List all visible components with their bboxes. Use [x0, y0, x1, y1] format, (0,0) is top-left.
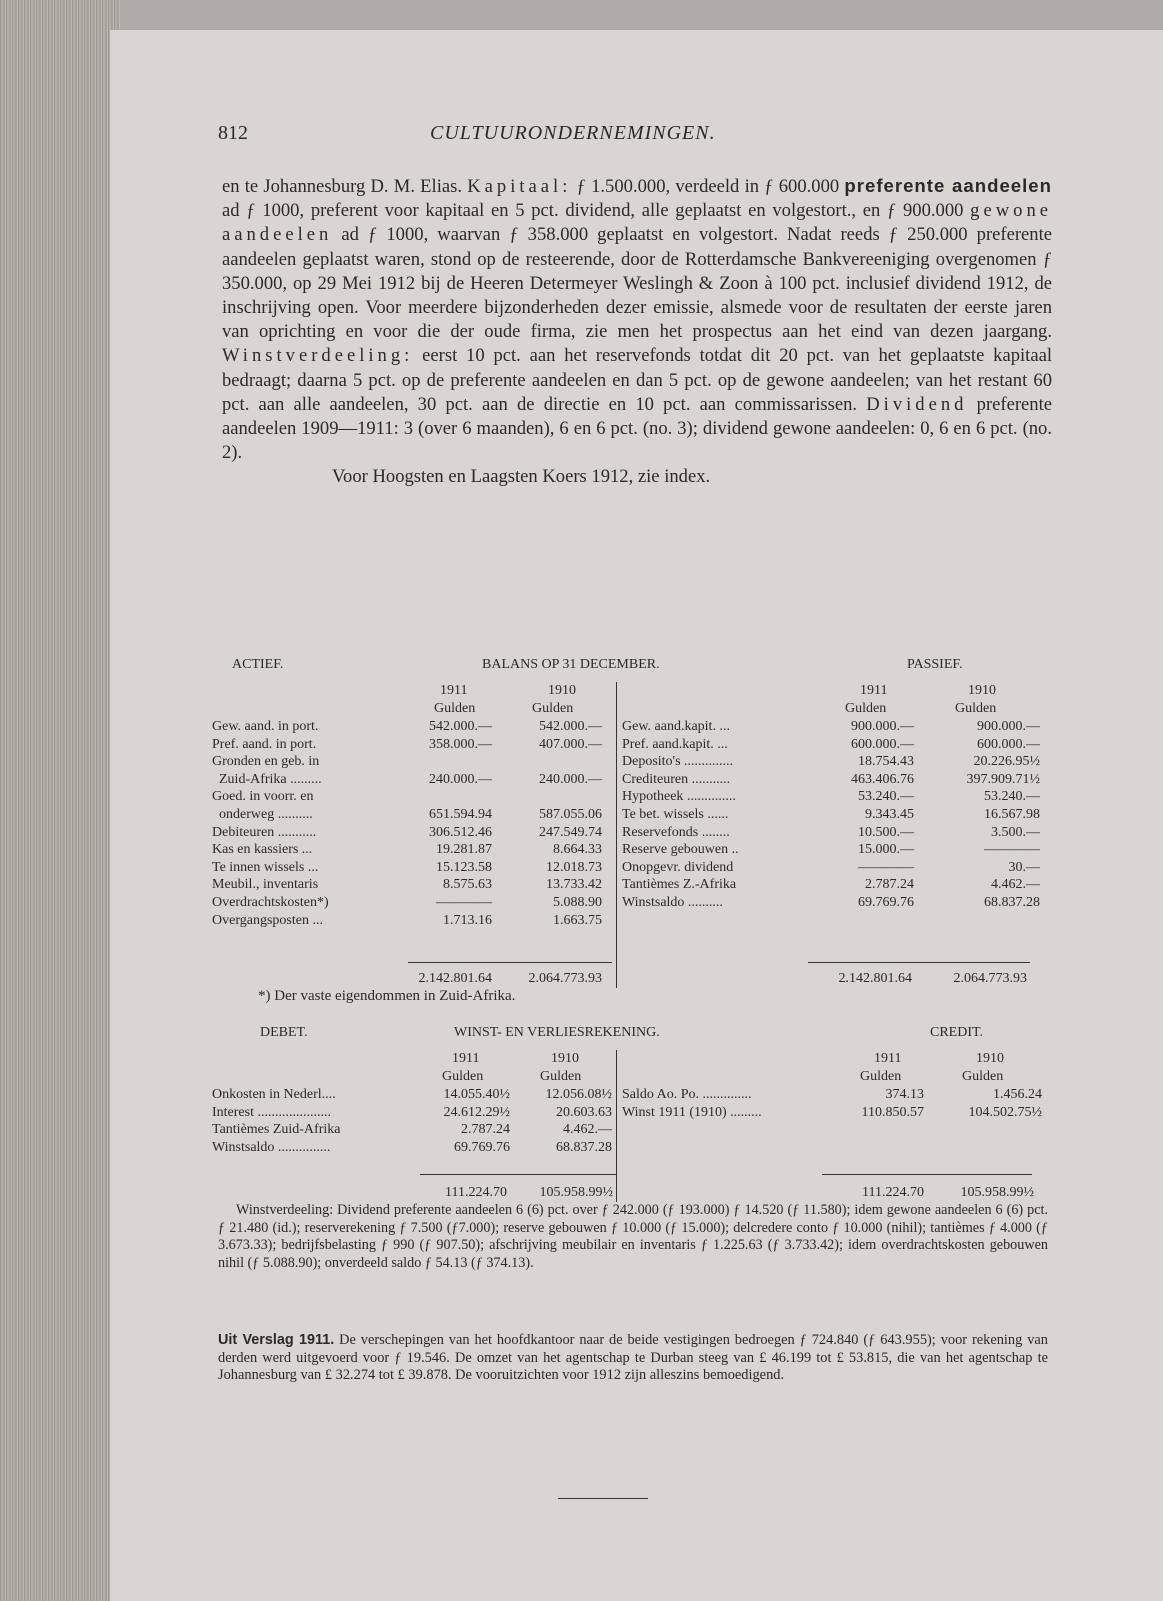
winst-right-value-1911: 110.850.57 — [861, 1104, 924, 1120]
balans-right-row — [622, 859, 1042, 877]
balans-left-row — [212, 912, 612, 930]
balans-right-row — [622, 718, 1042, 736]
winst-left-value-1910: 4.462.— — [563, 1122, 612, 1138]
balans-right-value-1910: 68.837.28 — [984, 894, 1040, 910]
balans-right-value-1910: 900.000.— — [977, 719, 1040, 734]
winst-left-value-1910: 12.056.08½ — [545, 1087, 612, 1102]
winst-divider — [616, 1050, 617, 1202]
balans-left-value-1911: 651.594.94 — [429, 806, 492, 822]
winst-right-value-1910: 104.502.75½ — [968, 1104, 1042, 1120]
winst-left-row — [212, 1139, 612, 1157]
balans-right-value-1911: 53.240.— — [858, 789, 914, 805]
balans-left-year1: 1911 — [440, 683, 468, 698]
balans-right-label: Deposito's .............. — [622, 754, 734, 770]
balans-left-label: Goed. in voorr. en — [212, 789, 314, 805]
balans-left-row — [212, 894, 612, 912]
winst-credit-heading: CREDIT. — [930, 1025, 984, 1040]
balans-left-value-1910: 1.663.75 — [553, 912, 602, 928]
balans-right-value-1911: 2.787.24 — [865, 877, 914, 893]
balans-left-value-1911: 8.575.63 — [443, 877, 492, 893]
balans-right-label: Te bet. wissels ...... — [622, 806, 729, 822]
balans-left-value-1910: 542.000.— — [539, 719, 602, 734]
balans-left-year2: 1910 — [548, 683, 576, 698]
balans-passief-heading: PASSIEF. — [907, 657, 963, 672]
balans-left-label: Gew. aand. in port. — [212, 719, 319, 734]
balans-right-label: Onopgevr. dividend — [622, 859, 734, 875]
intro-text-5: eerst 10 pct. aan het reservefonds totdat dit 20 pct. van het geplaatste kapitaal bedraagt; daarna 5 pct. op de preferente aandeelen en dan 5 pct. op de gewone aandeelen; van het restant 60 pct. aan alle aandeelen, 30 pct. aan de directie en 10 pct. aan commissarissen. — [222, 345, 1052, 415]
balans-right-unit2: Gulden — [955, 701, 997, 716]
balans-right-label: Gew. aand.kapit. ... — [622, 719, 730, 734]
winst-heading: WINST- EN VERLIESREKENING. — [454, 1025, 660, 1040]
balans-left-value-1910: 13.733.42 — [546, 877, 602, 893]
balans-right-value-1910: 397.909.71½ — [966, 771, 1040, 787]
kapitaal-label: Kapitaal: — [467, 176, 572, 197]
balans-left-label: Meubil., inventaris — [212, 877, 319, 893]
balans-right-label: Hypotheek .............. — [622, 789, 736, 805]
balans-right-value-1910: 20.226.95½ — [973, 754, 1040, 770]
balans-left-value-1911: ———— — [436, 894, 492, 910]
winst-left-year2: 1910 — [551, 1051, 579, 1066]
balans-right-value-1910: 30.— — [1008, 859, 1040, 875]
balans-left-row — [212, 859, 612, 877]
winst-right-year1: 1911 — [874, 1051, 902, 1066]
balans-left-row — [212, 824, 612, 842]
balans-left-row — [212, 771, 612, 789]
balans-left-value-1911: 542.000.— — [429, 719, 492, 734]
balans-heading: BALANS OP 31 DECEMBER. — [482, 657, 660, 672]
winst-left-value-1911: 2.787.24 — [461, 1122, 510, 1138]
verslag-paragraph — [218, 1332, 1048, 1385]
balans-left-row — [212, 753, 612, 771]
balans-right-total-rule — [808, 962, 1030, 963]
balans-right-year2: 1910 — [968, 683, 996, 698]
winst-left-value-1911: 69.769.76 — [454, 1139, 510, 1155]
balans-right-label: Pref. aand.kapit. ... — [622, 736, 728, 752]
balans-left-row — [212, 806, 612, 824]
winst-right-total-rule — [822, 1174, 1032, 1175]
winst-left-unit2: Gulden — [540, 1069, 582, 1084]
balans-left-total-rule — [408, 962, 612, 963]
balans-right-row — [622, 876, 1042, 894]
balans-right-unit1: Gulden — [845, 701, 887, 716]
balans-right-value-1911: 69.769.76 — [858, 894, 914, 910]
balans-left-value-1911: 1.713.16 — [443, 912, 492, 928]
balans-left-value-1910: 587.055.06 — [539, 806, 602, 822]
winstverdeeling-paragraph: Winstverdeeling: Dividend preferente aandeelen 6 (6) pct. over ƒ 242.000 (ƒ 193.000) ƒ 14.520 (ƒ 11.580); idem gewone aandeelen 6 (6) pct. ƒ 21.480 (id.); reserverekening ƒ 7.500 (ƒ7.000); reserve gebouwen ƒ 10.000 (ƒ 15.000); delcredere conto ƒ 10.000 (nihil); tantièmes ƒ 4.000 (ƒ 3.673.33); bedrijfsbelasting ƒ 990 (ƒ 907.50); afschrijving meubilair en inventaris ƒ 1.225.63 (ƒ 3.733.42); idem overdrachtskosten gebouwen nihil (ƒ 5.088.90); onverdeeld saldo ƒ 54.13 (ƒ 374.13). — [218, 1202, 1048, 1271]
balans-right-label: Reserve gebouwen .. — [622, 842, 739, 858]
winst-right-row — [622, 1086, 1042, 1104]
balans-right-label: Winstsaldo .......... — [622, 894, 723, 910]
balans-right-row — [622, 894, 1042, 912]
intro-paragraph — [222, 174, 1052, 490]
balans-left-value-1910: 247.549.74 — [539, 824, 602, 840]
winst-left-value-1910: 20.603.63 — [556, 1104, 612, 1120]
winst-left-label: Winstsaldo ............... — [212, 1139, 331, 1155]
balans-left-value-1911: 240.000.— — [429, 771, 492, 787]
balans-right-value-1910: 53.240.— — [984, 789, 1040, 805]
balans-left-total2: 2.064.773.93 — [528, 971, 602, 986]
balans-left-label: Gronden en geb. in — [212, 754, 320, 770]
winst-right-unit2: Gulden — [962, 1069, 1004, 1084]
preferente-aandeelen-bold: preferente aandeelen — [844, 175, 1052, 196]
winst-right-label: Winst 1911 (1910) ......... — [622, 1104, 762, 1120]
winst-debet-heading: DEBET. — [260, 1025, 308, 1040]
balans-left-row — [212, 841, 612, 859]
balans-left-value-1911: 15.123.58 — [436, 859, 492, 875]
winst-right-unit1: Gulden — [860, 1069, 902, 1084]
balans-right-row — [622, 788, 1042, 806]
page-title: CULTUURONDERNEMINGEN. — [430, 122, 716, 144]
balans-left-label: Zuid-Afrika ......... — [212, 771, 322, 787]
balans-right-value-1911: 463.406.76 — [851, 771, 914, 787]
winst-left-total-rule — [420, 1174, 616, 1175]
balans-left-value-1911: 358.000.— — [429, 736, 492, 752]
balans-right-value-1910: 600.000.— — [977, 736, 1040, 752]
winst-right-total1: 111.224.70 — [862, 1185, 924, 1200]
end-rule — [558, 1498, 648, 1499]
balans-left-value-1910: 8.664.33 — [553, 842, 602, 858]
winst-left-unit1: Gulden — [442, 1069, 484, 1084]
balans-left-value-1910: 240.000.— — [539, 771, 602, 787]
balans-right-row — [622, 771, 1042, 789]
intro-text-1: en te Johannesburg D. M. Elias. — [222, 176, 463, 197]
winst-left-total1: 111.224.70 — [445, 1185, 507, 1200]
balans-left-row — [212, 718, 612, 736]
balans-right-value-1910: ———— — [984, 842, 1040, 858]
balans-left-label: Overdrachtskosten*) — [212, 894, 329, 910]
winst-right-row — [622, 1104, 1042, 1122]
winst-left-label: Tantièmes Zuid-Afrika — [212, 1122, 341, 1138]
balans-left-value-1910: 407.000.— — [539, 736, 602, 752]
balans-right-row — [622, 841, 1042, 859]
balans-left-value-1911: 306.512.46 — [429, 824, 492, 840]
balans-right-value-1911: 10.500.— — [858, 824, 914, 840]
verslag-text: De verschepingen van het hoofdkantoor naar de beide vestigingen bedroegen ƒ 724.840 (ƒ 643.955); voor rekening van derden werd uitgevoerd voor ƒ 19.546. De omzet van het agentschap te Durban steeg van £ 46.199 tot £ 53.815, die van het agentschap te Johannesburg van £ 32.274 tot £ 39.878. De vooruitzichten voor 1912 zijn alleszins bemoedigend. — [218, 1332, 1048, 1384]
balans-left-label: Pref. aand. in port. — [212, 736, 317, 752]
balans-left-label: Overgangsposten ... — [212, 912, 323, 928]
balans-right-total1: 2.142.801.64 — [838, 971, 912, 986]
balans-right-year1: 1911 — [860, 683, 888, 698]
winst-left-row — [212, 1086, 612, 1104]
balans-right-value-1910: 16.567.98 — [984, 806, 1040, 822]
balans-right-value-1911: 15.000.— — [858, 842, 914, 858]
balans-left-row — [212, 736, 612, 754]
winst-right-year2: 1910 — [976, 1051, 1004, 1066]
balans-left-total1: 2.142.801.64 — [418, 971, 492, 986]
balans-right-value-1911: 9.343.45 — [865, 806, 914, 822]
balans-left-row — [212, 788, 612, 806]
winst-right-value-1911: 374.13 — [885, 1087, 924, 1102]
intro-text-6: preferente aandeelen 1909—1911: 3 (over 6 maanden), 6 en 6 pct. (no. 3); dividend gewone aandeelen: 0, 6 en 6 pct. (no. 2). — [222, 393, 1052, 464]
winstverdeeling-label: Winstverdeeling: — [222, 345, 414, 367]
winst-left-value-1911: 24.612.29½ — [443, 1104, 510, 1120]
koers-reference: Voor Hoogsten en Laagsten Koers 1912, zie index. — [332, 466, 711, 488]
balans-left-label: Te innen wissels ... — [212, 859, 319, 875]
balans-left-unit2: Gulden — [532, 701, 574, 716]
book-page-edges — [0, 0, 120, 1601]
balans-right-label: Crediteuren ........... — [622, 771, 731, 787]
winst-left-total2: 105.958.99½ — [539, 1185, 613, 1200]
balans-right-row — [622, 753, 1042, 771]
winst-right-total2: 105.958.99½ — [960, 1185, 1034, 1200]
balans-left-value-1910: 12.018.73 — [546, 859, 602, 875]
balans-left-label: Debiteuren ........... — [212, 824, 317, 840]
intro-text-3: ad ƒ 1000, preferent voor kapitaal en 5 pct. dividend, alle geplaatst en volgestort., en ƒ 900.000 — [222, 200, 964, 222]
winst-left-row — [212, 1121, 612, 1139]
balans-left-unit1: Gulden — [434, 701, 476, 716]
balans-right-label: Reservefonds ........ — [622, 824, 730, 840]
winst-left-year1: 1911 — [452, 1051, 480, 1066]
balans-right-total2: 2.064.773.93 — [953, 971, 1027, 986]
balans-right-value-1910: 3.500.— — [991, 824, 1040, 840]
intro-text-2: ƒ 1.500.000, verdeeld in ƒ 600.000 — [576, 176, 840, 197]
winst-left-value-1911: 14.055.40½ — [443, 1087, 510, 1102]
balans-right-value-1911: ———— — [858, 859, 914, 875]
balans-right-value-1911: 900.000.— — [851, 719, 914, 734]
verslag-heading: Uit Verslag 1911. — [218, 1332, 335, 1348]
balans-right-label: Tantièmes Z.-Afrika — [622, 877, 737, 893]
balans-right-row — [622, 736, 1042, 754]
winst-right-value-1910: 1.456.24 — [993, 1087, 1042, 1102]
balans-footnote: *) Der vaste eigendommen in Zuid-Afrika. — [258, 988, 516, 1004]
winst-left-value-1910: 68.837.28 — [556, 1139, 612, 1155]
balans-left-value-1910: 5.088.90 — [553, 894, 602, 910]
balans-right-row — [622, 806, 1042, 824]
balans-left-label: onderweg .......... — [212, 806, 313, 822]
intro-text-4: ad ƒ 1000, waarvan ƒ 358.000 geplaatst en volgestort. Nadat reeds ƒ 250.000 preferente aandeelen geplaatst waren, stond op de resteerende, door de Rotterdamsche Bankvereeniging overgenomen ƒ 350.000, op 29 Mei 1912 bij de Heeren Determeyer Weslingh & Zoon à 100 pct. inclusief dividend 1912, de inschrijving open. Voor meerdere bijzonderheden dezer emissie, alsmede voor de resultaten der eerste jaren van oprichting en voor die der oude firma, zie men het prospectus aan het eind van dezen jaargang. — [222, 224, 1052, 343]
winst-right-label: Saldo Ao. Po. .............. — [622, 1087, 752, 1102]
page-number: 812 — [218, 122, 248, 144]
balans-right-row — [622, 824, 1042, 842]
gewone-aandeelen-label: gewone aandeelen — [222, 200, 1052, 246]
balans-right-value-1910: 4.462.— — [991, 877, 1040, 893]
balans-left-row — [212, 876, 612, 894]
dividend-label: Dividend — [866, 393, 968, 415]
balans-left-label: Kas en kassiers ... — [212, 842, 313, 858]
winst-left-row — [212, 1104, 612, 1122]
balans-actief-heading: ACTIEF. — [232, 657, 284, 672]
winst-left-label: Interest ..................... — [212, 1104, 331, 1120]
balans-left-value-1911: 19.281.87 — [436, 842, 492, 858]
balans-right-value-1911: 18.754.43 — [858, 754, 914, 770]
balans-right-value-1911: 600.000.— — [851, 736, 914, 752]
balans-divider — [616, 682, 617, 988]
winst-left-label: Onkosten in Nederl.... — [212, 1087, 336, 1102]
